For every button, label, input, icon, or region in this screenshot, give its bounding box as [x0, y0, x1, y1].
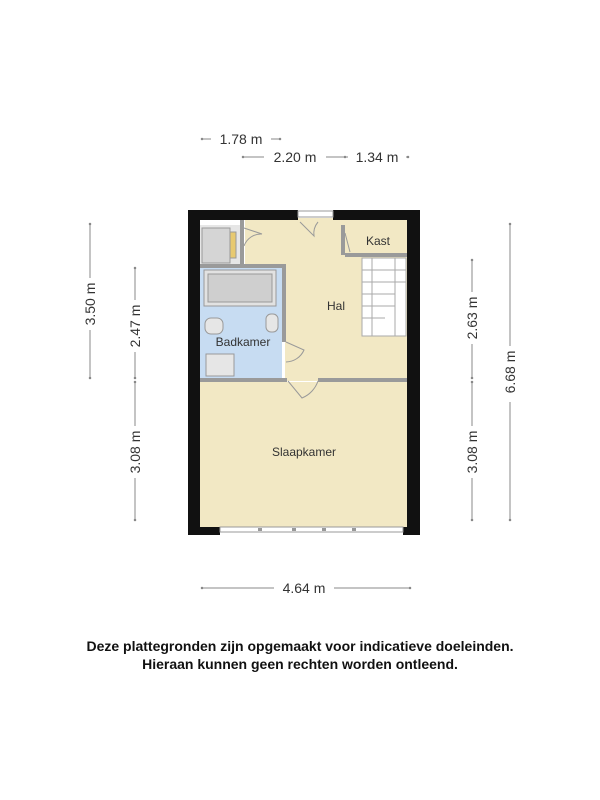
- dim-right-inner-top: 2.63 m: [464, 296, 480, 340]
- shower-tray: [206, 354, 234, 376]
- room-label-hal: Hal: [326, 299, 346, 313]
- dim-left-inner-top: 2.47 m: [127, 304, 143, 348]
- disclaimer-line-1: Deze plattegronden zijn opgemaakt voor indicatieve doeleinden.: [86, 638, 514, 654]
- dim-bottom: 4.64 m: [282, 580, 326, 596]
- room-label-kast: Kast: [365, 234, 391, 248]
- staircase: [362, 258, 406, 336]
- dim-top-2: 2.20 m: [273, 149, 317, 165]
- dim-right-bottom: 3.08 m: [464, 430, 480, 474]
- storage-unit: [202, 228, 236, 263]
- dim-top-3: 1.34 m: [355, 149, 399, 165]
- disclaimer-line-2: Hieraan kunnen geen rechten worden ontleend.: [142, 656, 458, 672]
- window-top: [298, 211, 333, 217]
- dim-left-outer: 3.50 m: [82, 282, 98, 326]
- dim-right-outer: 6.68 m: [502, 350, 518, 394]
- room-label-badkamer: Badkamer: [215, 335, 271, 349]
- sink: [266, 314, 278, 332]
- window-bottom: [220, 527, 403, 532]
- room-label-slaapkamer: Slaapkamer: [271, 445, 337, 459]
- dim-top-1: 1.78 m: [219, 131, 263, 147]
- toilet: [205, 318, 223, 334]
- hal-upper-floor: [245, 218, 345, 268]
- dim-left-bottom: 3.08 m: [127, 430, 143, 474]
